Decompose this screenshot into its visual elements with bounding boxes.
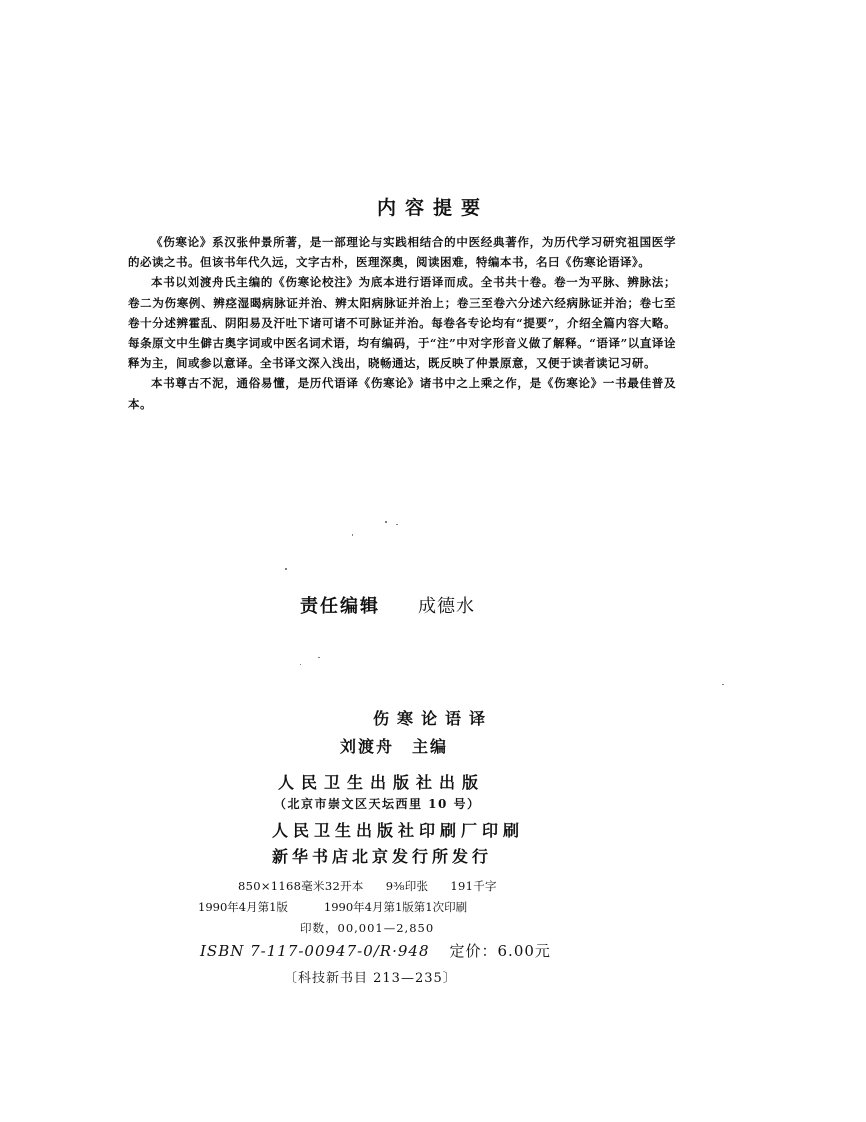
scan-speck bbox=[352, 534, 353, 536]
scan-speck bbox=[396, 524, 398, 525]
scan-speck bbox=[385, 521, 387, 523]
summary-paragraph: 本书以刘渡舟氏主编的《伤寒论校注》为底本进行语译而成。全书共十卷。卷一为平脉、辨脉法；卷二为伤寒例、辨痉湿暍病脉证并治、辨太阳病脉证并治上；卷三至卷六分述六经病脉证并治；卷七至卷十分述辨霍乱、阴阳易及汗吐下诸可诸不可脉证并治。每卷各专论均有“提要”，介绍全篇内容大略。每条原文中生僻古奥字词或中医名词术语，均有编码，于“注”中对字形音义做了解释。“语译”以直译诠释为主，间或参以意译。全书译文深入浅出，晓畅通达，既反映了仲景原意，又便于读者读记习研。 bbox=[128, 275, 676, 371]
scan-speck bbox=[318, 657, 320, 658]
format: 850×1168毫米32开本 bbox=[238, 879, 364, 893]
edition-line bbox=[198, 899, 467, 915]
distributor: 新华书店北京发行所发行 bbox=[272, 847, 493, 866]
scan-speck bbox=[722, 684, 724, 685]
print-run: 印数，00,001—2,850 bbox=[300, 921, 435, 935]
publisher-address: （北京市崇文区天坛西里 10 号） bbox=[274, 797, 481, 811]
printer: 人民卫生出版社印刷厂印刷 bbox=[272, 821, 525, 840]
catalog-number: 〔科技新书目 213—235〕 bbox=[284, 971, 457, 986]
impression: 1990年4月第1版第1次印刷 bbox=[323, 900, 468, 914]
responsible-editor bbox=[300, 592, 475, 618]
book-title: 伤寒论语译 bbox=[372, 709, 493, 728]
scan-speck bbox=[300, 664, 301, 665]
publisher: 人民卫生出版社出版 bbox=[278, 773, 486, 792]
author-name: 刘渡舟 bbox=[340, 737, 395, 756]
editor-label: 责任编辑 bbox=[300, 596, 380, 617]
author-role: 主编 bbox=[412, 737, 449, 756]
format-spec bbox=[238, 878, 497, 894]
sheets: 9⅜印张 bbox=[385, 879, 429, 893]
summary-text bbox=[128, 232, 676, 414]
author-line bbox=[340, 734, 448, 757]
summary-paragraph: 本书尊古不泥，通俗易懂，是历代语译《伤寒论》诸书中之上乘之作，是《伤寒论》一书最佳普及本。 bbox=[128, 376, 676, 411]
isbn-line bbox=[200, 940, 551, 961]
first-edition: 1990年4月第1版 bbox=[198, 900, 288, 914]
summary-title: 内容提要 bbox=[376, 197, 489, 219]
price: 定价：6.00元 bbox=[449, 942, 551, 960]
word-count: 191千字 bbox=[450, 879, 497, 893]
isbn: ISBN 7-117-00947-0/R·948 bbox=[200, 942, 430, 960]
scan-speck bbox=[285, 568, 287, 570]
summary-paragraph: 《伤寒论》系汉张仲景所著，是一部理论与实践相结合的中医经典著作，为历代学习研究祖国医学的必读之书。但该书年代久远，文字古朴，医理深奥，阅读困难，特编本书，名曰《伤寒论语译》。 bbox=[128, 235, 676, 270]
editor-name: 成德水 bbox=[418, 596, 475, 617]
